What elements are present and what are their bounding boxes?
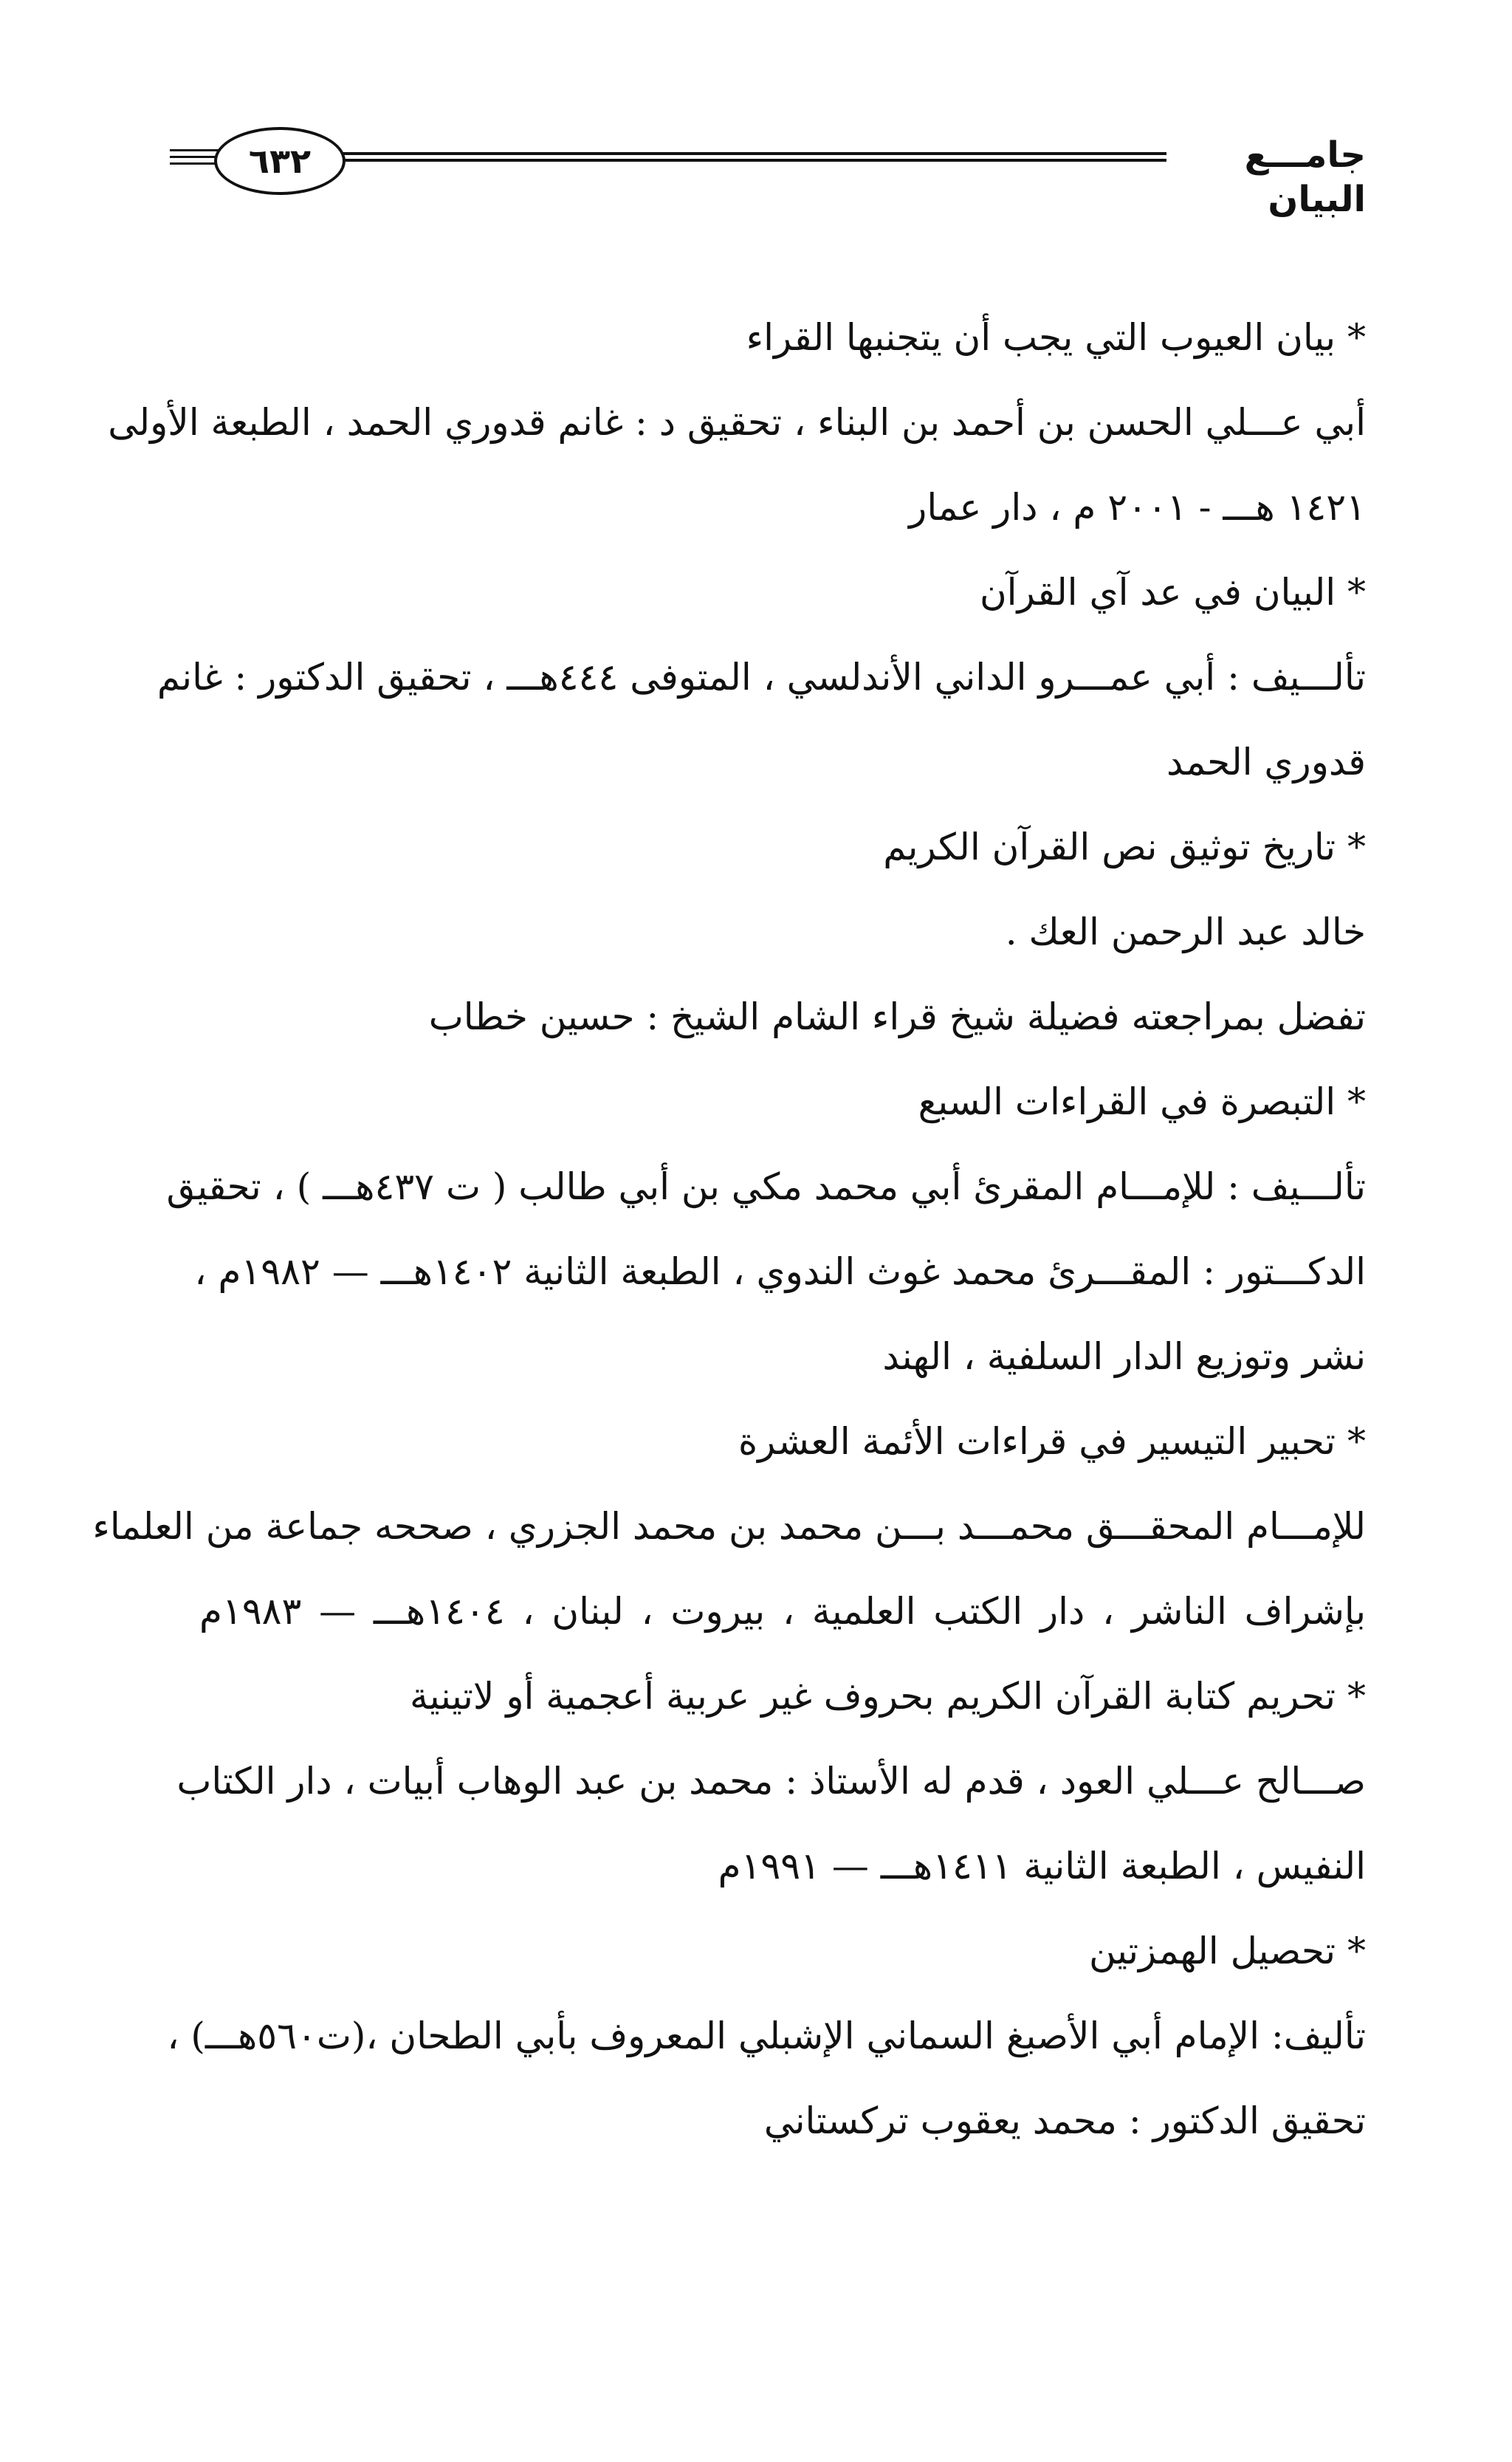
entry-title-text: تاريخ توثيق نص القرآن الكريم xyxy=(883,826,1336,868)
entry-text-line: تحقيق الدكتور : محمد يعقوب تركستاني xyxy=(763,2099,1366,2142)
entry-text-line: نشر وتوزيع الدار السلفية ، الهند xyxy=(882,1335,1366,1378)
entry-title-text: تحريم كتابة القرآن الكريم بحروف غير عربية أعجمية أو لاتينية xyxy=(409,1675,1336,1718)
entry-text-line: قدوري الحمد xyxy=(1166,741,1366,783)
entry-title xyxy=(199,1909,1366,1994)
entry-text-line: تأليف: الإمام أبي الأصبغ السماني الإشبلي المعروف بأبي الطحان ،(ت٥٦٠هـــ) ، xyxy=(167,2014,1366,2057)
entry-text-line: تألـــيف : أبي عمـــرو الداني الأندلسي ، المتوفى ٤٤٤هـــ ، تحقيق الدكتور : غانم xyxy=(157,656,1366,699)
entry-text-line: الدكـــتور : المقـــرئ محمد غوث الندوي ، الطبعة الثانية ١٤٠٢هـــ — ١٩٨٢م ، xyxy=(194,1250,1366,1293)
bullet-asterisk-icon: * xyxy=(1336,1675,1366,1718)
entry-title xyxy=(199,295,1366,380)
entry-title xyxy=(199,805,1366,890)
entry-title xyxy=(199,550,1366,635)
entry-text-line: تفضل بمراجعته فضيلة شيخ قراء الشام الشيخ : حسين خطاب xyxy=(428,995,1366,1038)
entry-title-text: تحبير التيسير في قراءات الأئمة العشرة xyxy=(738,1420,1336,1463)
entry-text-line: أبي عـــلي الحسن بن أحمد بن البناء ، تحقيق د : غانم قدوري الحمد ، الطبعة الأولى xyxy=(108,401,1366,444)
entry-text-line: تألـــيف : للإمـــام المقرئ أبي محمد مكي بن أبي طالب ( ت ٤٣٧هـــ ) ، تحقيق xyxy=(166,1165,1366,1208)
entry-title xyxy=(199,1654,1366,1739)
header-rule xyxy=(332,152,1166,162)
page-number: ٦٣٢ xyxy=(214,127,346,195)
entry-title xyxy=(199,1399,1366,1484)
entry-title-text: البيان في عد آي القرآن xyxy=(979,571,1336,614)
entry-text-line: النفيس ، الطبعة الثانية ١٤١١هـــ — ١٩٩١م xyxy=(718,1845,1366,1887)
entry-text-line: بإشراف الناشر ، دار الكتب العلمية ، بيروت ، لبنان ، ١٤٠٤هـــ — ١٩٨٣م xyxy=(199,1590,1366,1633)
running-title: جامـــع البيان xyxy=(1244,134,1366,220)
entry-text-line: خالد عبد الرحمن العك . xyxy=(1005,911,1366,953)
bullet-asterisk-icon: * xyxy=(1336,826,1366,868)
page-header xyxy=(170,111,1366,220)
bullet-asterisk-icon: * xyxy=(1336,316,1366,359)
bullet-asterisk-icon: * xyxy=(1336,1930,1366,1972)
bullet-asterisk-icon: * xyxy=(1336,1420,1366,1463)
bullet-asterisk-icon: * xyxy=(1336,1080,1366,1123)
entry-text-line: ١٤٢١ هـــ - ٢٠٠١ م ، دار عمار xyxy=(909,486,1366,529)
entry-text-line: صـــالح عـــلي العود ، قدم له الأستاذ : محمد بن عبد الوهاب أبيات ، دار الكتاب xyxy=(176,1760,1366,1803)
entry-title xyxy=(199,1060,1366,1145)
entry-text-line: للإمـــام المحقـــق محمـــد بـــن محمد بن محمد الجزري ، صححه جماعة من العلماء xyxy=(92,1505,1366,1548)
bullet-asterisk-icon: * xyxy=(1336,571,1366,614)
entry-title-text: بيان العيوب التي يجب أن يتجنبها القراء xyxy=(746,316,1336,359)
entry-title-text: التبصرة في القراءات السبع xyxy=(918,1080,1336,1123)
entry-title-text: تحصيل الهمزتين xyxy=(1088,1930,1336,1972)
bibliography-list xyxy=(92,295,1366,2164)
